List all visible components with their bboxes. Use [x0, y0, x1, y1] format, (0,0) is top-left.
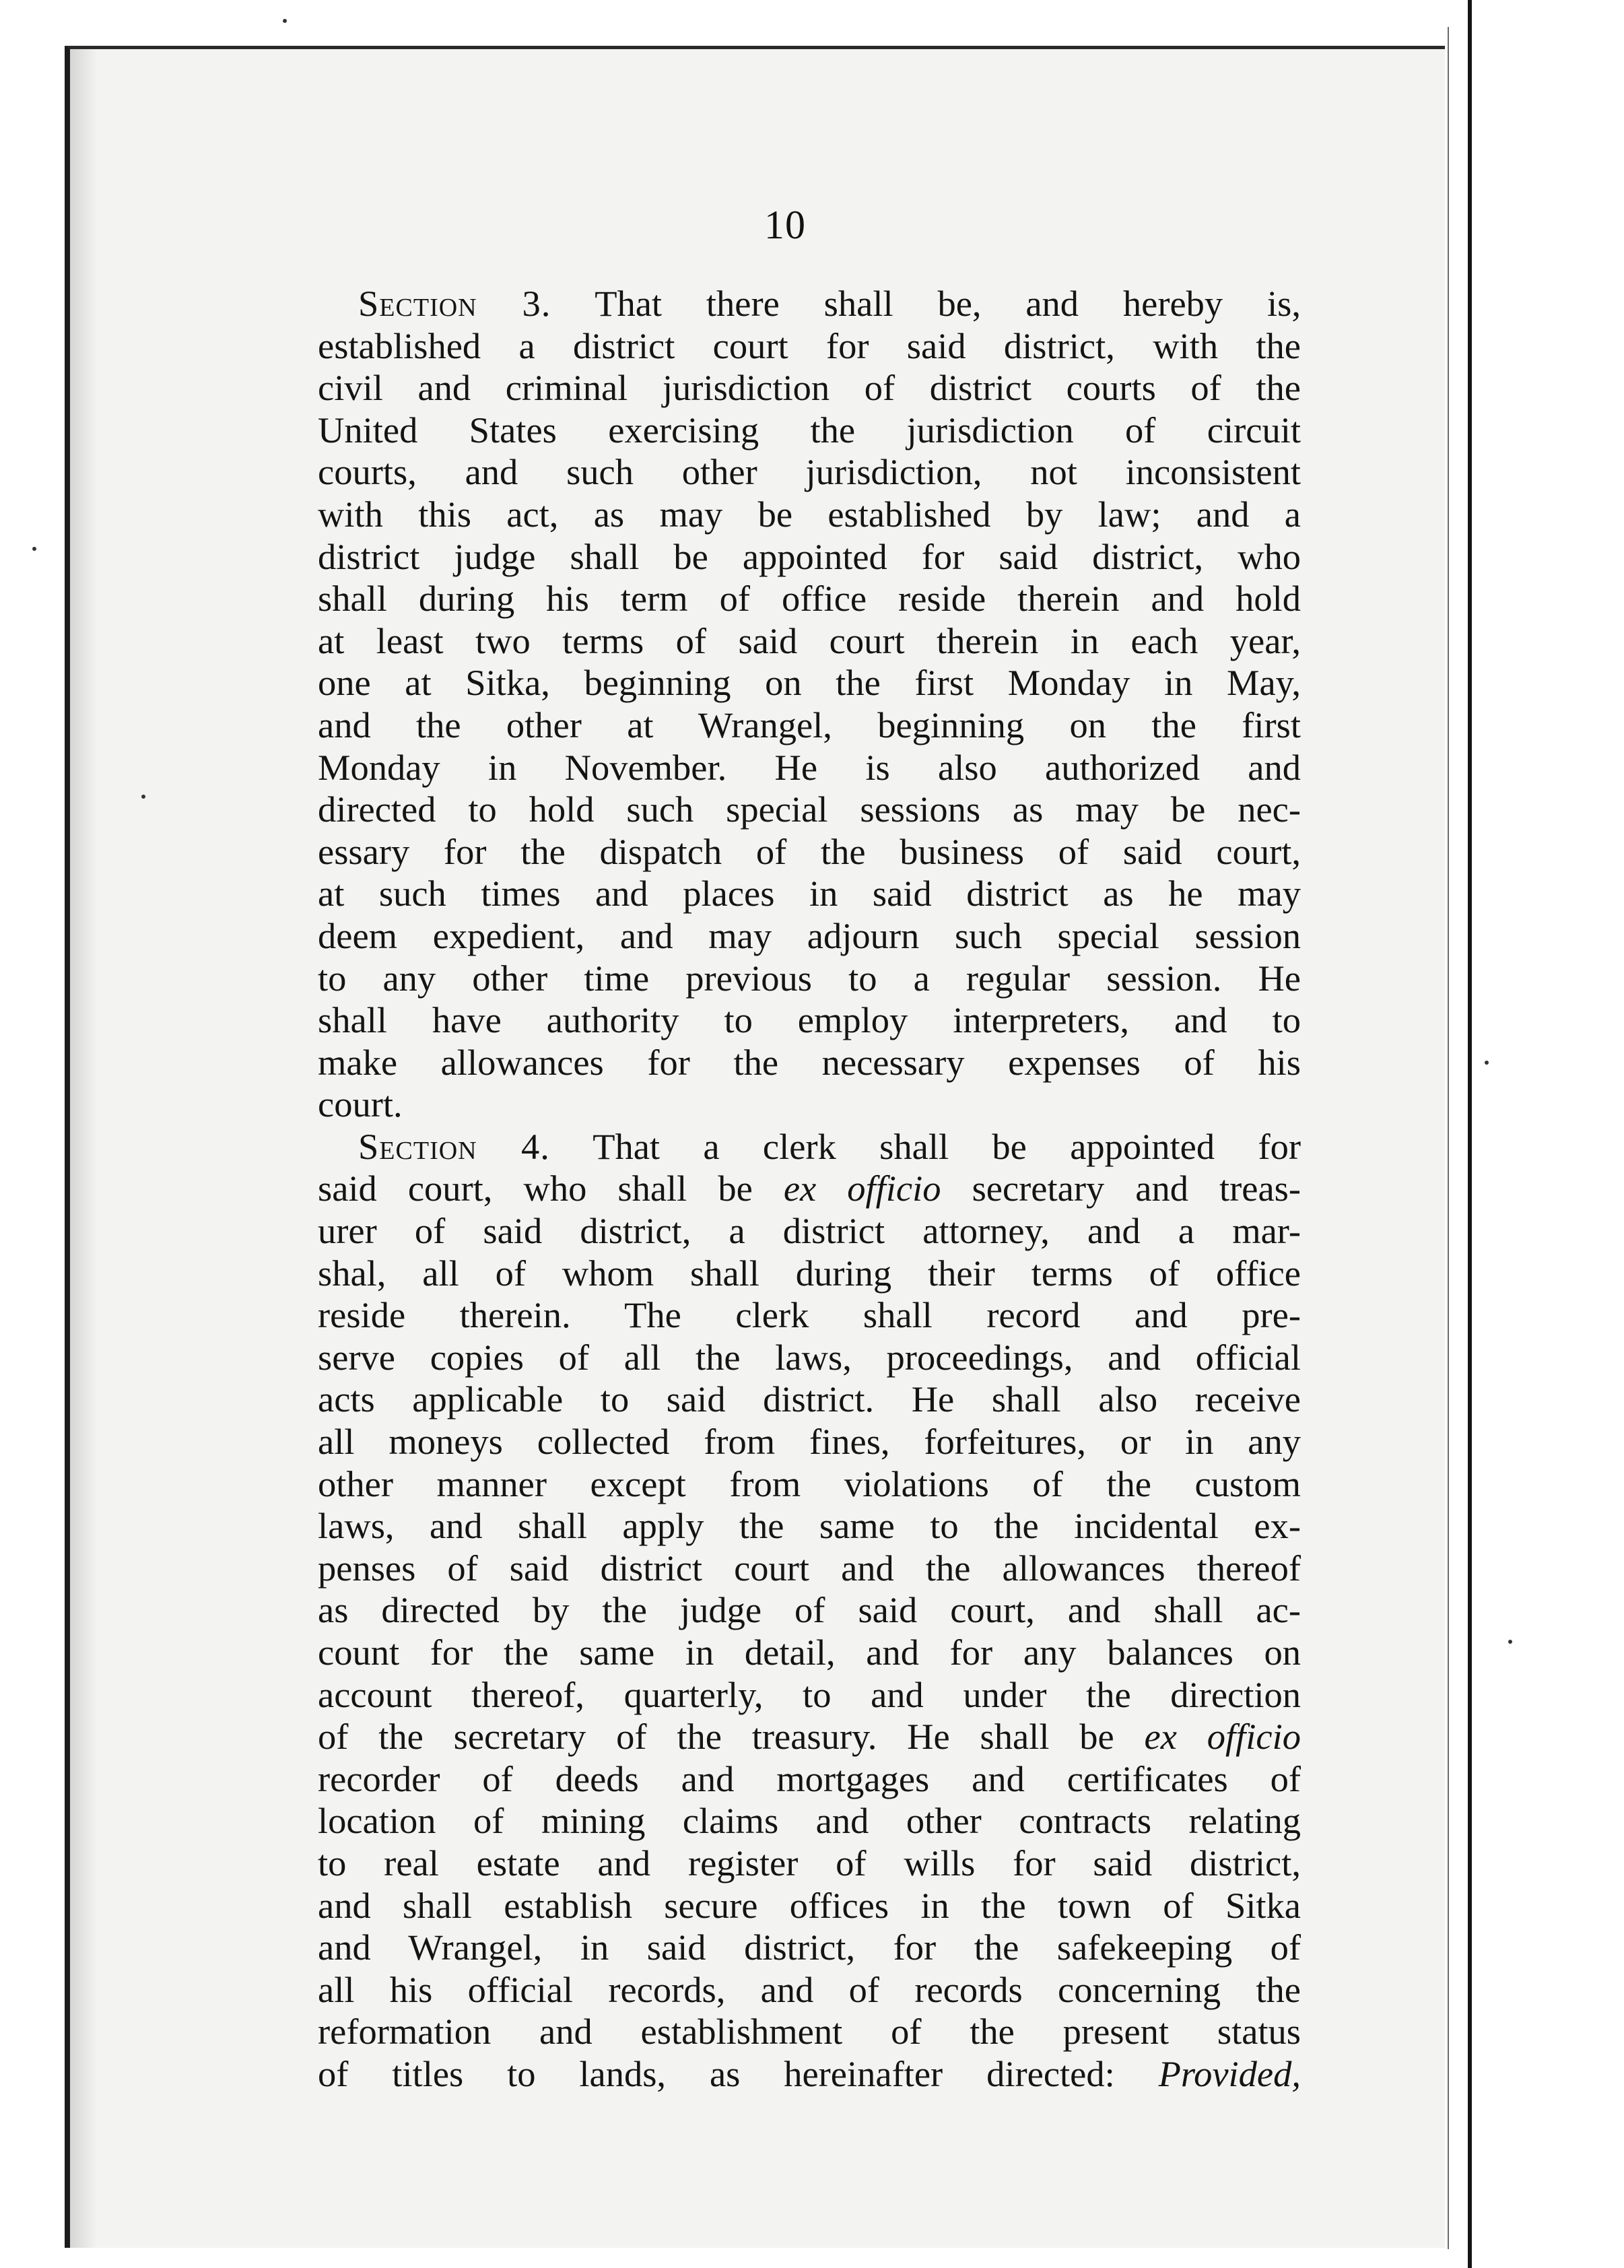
text-line: make allowances for the necessary expenses of his	[318, 1041, 1301, 1083]
scan-speck	[32, 547, 36, 551]
text-line: United States exercising the jurisdiction of circuit	[318, 409, 1301, 451]
text-line: other manner except from violations of the custom	[318, 1463, 1301, 1504]
italic-term: Provided,	[1158, 2053, 1301, 2094]
scan-speck	[1485, 1061, 1489, 1065]
text-line: shall have authority to employ interpreters, and to	[318, 999, 1301, 1041]
text-line: count for the same in detail, and for any balances on	[318, 1632, 1301, 1673]
text-line: and the other at Wrangel, beginning on the first	[318, 704, 1301, 745]
text-line: Monday in November. He is also authorized and	[318, 746, 1301, 788]
text-line: at least two terms of said court therein in each year,	[318, 620, 1301, 661]
scan-speck	[141, 795, 145, 799]
text-line: acts applicable to said district. He shall also receive	[318, 1378, 1301, 1420]
text-line: directed to hold such special sessions as may be nec-	[318, 789, 1301, 830]
italic-term: ex officio	[783, 1168, 941, 1209]
section-3-heading: Section 3.	[358, 283, 551, 324]
text-line: to any other time previous to a regular session. He	[318, 957, 1301, 999]
text-line: at such times and places in said district as he may	[318, 873, 1301, 914]
text-line: laws, and shall apply the same to the incidental ex-	[318, 1505, 1301, 1547]
text-line: said court, who shall be ex officio secretary and treas-	[318, 1168, 1301, 1209]
text-line: account thereof, quarterly, to and under the direction	[318, 1673, 1301, 1715]
text-line: established a district court for said district, with the	[318, 325, 1301, 366]
text-line: as directed by the judge of said court, and shall ac-	[318, 1589, 1301, 1631]
text-line: reside therein. The clerk shall record and pre-	[318, 1294, 1301, 1336]
text-line: and Wrangel, in said district, for the safekeeping of	[318, 1927, 1301, 1968]
text-line: serve copies of all the laws, proceedings, and official	[318, 1336, 1301, 1378]
text-line: essary for the dispatch of the business of said court,	[318, 830, 1301, 872]
scan-speck	[1508, 1640, 1512, 1644]
text-line: Section 3. That there shall be, and hereby is,	[358, 283, 1301, 324]
text-line: all his official records, and of records concerning the	[318, 1968, 1301, 2010]
facing-page-margin	[1475, 0, 1624, 2268]
text-line: shall during his term of office reside therein and hold	[318, 578, 1301, 620]
page-edge-line	[1448, 27, 1449, 2249]
text-line: all moneys collected from fines, forfeitures, or in any	[318, 1421, 1301, 1463]
text-line: with this act, as may be established by law; and a	[318, 493, 1301, 535]
text-line: of the secretary of the treasury. He shall be ex officio	[318, 1716, 1301, 1758]
text-line: to real estate and register of wills for said district,	[318, 1842, 1301, 1883]
body-text	[318, 283, 1301, 2096]
book-spine-edge	[1468, 0, 1472, 2268]
text-line: and shall establish secure offices in the town of Sitka	[318, 1884, 1301, 1926]
text-line: Section 4. That a clerk shall be appointed for	[358, 1125, 1301, 1167]
text-line: shal, all of whom shall during their terms of office	[318, 1252, 1301, 1294]
section-4-heading: Section 4.	[358, 1125, 550, 1167]
text-line: civil and criminal jurisdiction of district courts of the	[318, 367, 1301, 409]
text-line: deem expedient, and may adjourn such special session	[318, 914, 1301, 956]
text-line: one at Sitka, beginning on the first Monday in May,	[318, 662, 1301, 704]
text-line: urer of said district, a district attorney, and a mar-	[318, 1210, 1301, 1252]
text-line: of titles to lands, as hereinafter directed: Provided,	[318, 2053, 1301, 2094]
italic-term: ex officio	[1144, 1716, 1301, 1758]
text-line: recorder of deeds and mortgages and certificates of	[318, 1758, 1301, 1799]
text-line: penses of said district court and the allowances thereof	[318, 1547, 1301, 1589]
text-line: location of mining claims and other contracts relating	[318, 1800, 1301, 1842]
text-line: court.	[318, 1083, 403, 1125]
text-line: district judge shall be appointed for said district, who	[318, 535, 1301, 577]
scan-speck	[283, 19, 287, 23]
page-number: 10	[764, 203, 806, 247]
text-line: reformation and establishment of the present status	[318, 2011, 1301, 2053]
text-line: courts, and such other jurisdiction, not inconsistent	[318, 451, 1301, 493]
